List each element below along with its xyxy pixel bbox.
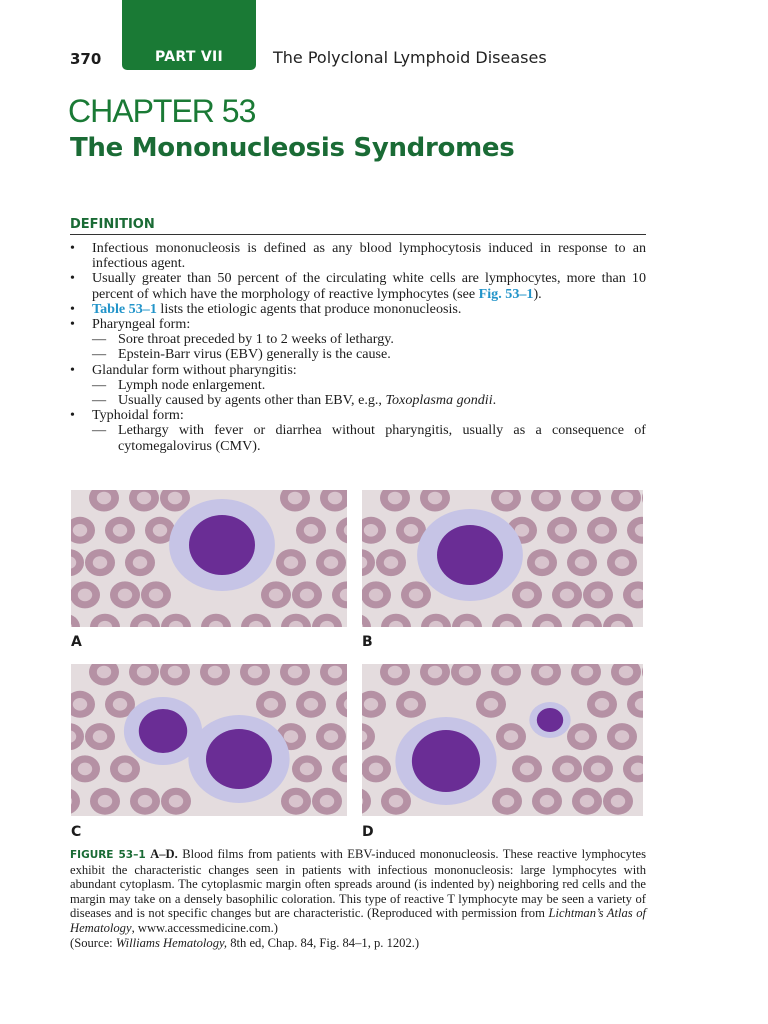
red-blood-cell xyxy=(567,549,597,576)
definition-text: Lethargy with fever or diarrhea without pharyngitis, usually as a consequence of cytomegalovirus (CMV). xyxy=(118,422,646,454)
definition-subitem xyxy=(70,332,646,347)
red-blood-cell xyxy=(90,788,120,815)
red-blood-cell xyxy=(261,581,291,608)
lymphocyte-nucleus xyxy=(189,515,255,575)
red-blood-cell xyxy=(85,723,115,750)
definition-text: Usually caused by agents other than EBV, e.g., xyxy=(118,392,386,409)
definition-text: Infectious mononucleosis is defined as any blood lymphocytosis induced in response to an infectious agent. xyxy=(92,240,646,272)
definition-item xyxy=(70,241,646,271)
lymphocyte-nucleus xyxy=(437,525,503,585)
red-blood-cell xyxy=(276,549,306,576)
lymphocyte-nucleus xyxy=(139,709,187,753)
organism-name: Toxoplasma gondii xyxy=(385,392,493,409)
red-blood-cell xyxy=(316,723,346,750)
dash-marker: — xyxy=(92,422,107,439)
definition-item xyxy=(70,271,646,301)
part-title: The Polyclonal Lymphoid Diseases xyxy=(273,48,547,67)
dash-marker: — xyxy=(92,331,107,348)
red-blood-cell xyxy=(527,549,557,576)
red-blood-cell xyxy=(381,788,411,815)
bullet-marker: • xyxy=(70,270,75,287)
dash-marker: — xyxy=(92,346,107,363)
figure-label: FIGURE 53–1 xyxy=(70,849,146,861)
red-blood-cell xyxy=(607,723,637,750)
blood-film-image xyxy=(362,664,643,816)
chapter-title: The Mononucleosis Syndromes xyxy=(70,133,515,163)
page-number: 370 xyxy=(70,50,102,68)
red-blood-cell xyxy=(583,581,613,608)
red-blood-cell xyxy=(292,581,322,608)
definition-subitem xyxy=(70,378,646,393)
cross-reference-link[interactable]: Table 53–1 xyxy=(92,300,157,317)
caption-atlas-title: Lichtman’s Atlas of Hematology xyxy=(70,906,646,935)
red-blood-cell xyxy=(552,755,582,782)
red-blood-cell xyxy=(512,755,542,782)
definition-item xyxy=(70,363,646,378)
blood-film-image xyxy=(362,490,643,627)
red-blood-cell xyxy=(552,581,582,608)
caption-text-2: , www.accessmedicine.com.) xyxy=(131,920,278,935)
red-blood-cell xyxy=(110,581,140,608)
definition-text: Usually greater than 50 percent of the circulating white cells are lymphocytes, more than 10 percent of which have the morphology of reactive lymphocytes (see xyxy=(92,270,646,302)
blood-film-image xyxy=(71,490,347,627)
lymphocyte-nucleus xyxy=(537,708,563,732)
definition-subitem xyxy=(70,347,646,362)
micrograph-panel-a xyxy=(71,490,347,627)
definition-heading: DEFINITION xyxy=(70,217,646,235)
red-blood-cell xyxy=(496,723,526,750)
red-blood-cell xyxy=(547,517,577,544)
red-blood-cell xyxy=(376,549,406,576)
red-blood-cell xyxy=(512,581,542,608)
red-blood-cell xyxy=(532,788,562,815)
bullet-marker: • xyxy=(70,240,75,256)
red-blood-cell xyxy=(125,549,155,576)
red-blood-cell xyxy=(312,788,342,815)
red-blood-cell xyxy=(587,517,617,544)
definition-text: Sore throat preceded by 1 to 2 weeks of lethargy. xyxy=(118,331,394,348)
red-blood-cell xyxy=(362,581,391,608)
micrograph-panel-d xyxy=(362,664,643,816)
bullet-marker: • xyxy=(70,316,75,333)
caption-text-1: Blood films from patients with EBV-induced mononucleosis. These reactive lymphocytes exhibit the characteristic changes seen in patients with infectious mononucleosis: large lymphocytes with abundant cytoplasm. The cytoplasmic margin often spreads around (is indented by) neighboring red cells and the margin may take on a densely basophilic coloration. This type of reactive T lymphocyte may be seen a variety of diseases and is not specific changes but are characteristic. (Reproduced with permission from xyxy=(70,847,646,921)
red-blood-cell xyxy=(71,581,100,608)
red-blood-cell xyxy=(296,517,326,544)
definition-text: Epstein-Barr virus (EBV) generally is the cause. xyxy=(118,346,391,363)
bullet-marker: • xyxy=(70,361,75,378)
source-suffix: 8th ed, Chap. 84, Fig. 84–1, p. 1202.) xyxy=(227,935,420,950)
red-blood-cell xyxy=(316,549,346,576)
part-tab xyxy=(122,0,256,70)
lymphocyte-nucleus xyxy=(206,729,272,789)
definition-text: Glandular form without pharyngitis: xyxy=(92,361,297,378)
definition-subitem xyxy=(70,393,646,408)
definition-text: Lymph node enlargement. xyxy=(118,376,266,393)
red-blood-cell xyxy=(603,788,633,815)
part-label: PART VII xyxy=(154,49,224,65)
red-blood-cell xyxy=(567,723,597,750)
red-blood-cell xyxy=(607,549,637,576)
figure-caption xyxy=(70,847,646,950)
red-blood-cell xyxy=(492,788,522,815)
panel-label-d: D xyxy=(362,824,374,840)
cross-reference-link[interactable]: Fig. 53–1 xyxy=(478,285,534,302)
micrograph-panel-c xyxy=(71,664,347,816)
definition-text: Pharyngeal form: xyxy=(92,316,191,333)
panel-label-c: C xyxy=(71,824,82,840)
red-blood-cell xyxy=(396,691,426,718)
bullet-marker: • xyxy=(70,407,75,424)
red-blood-cell xyxy=(296,691,326,718)
definition-subitem xyxy=(70,423,646,453)
red-blood-cell xyxy=(476,691,506,718)
red-blood-cell xyxy=(105,517,135,544)
red-blood-cell xyxy=(583,755,613,782)
red-blood-cell xyxy=(587,691,617,718)
red-blood-cell xyxy=(401,581,431,608)
panel-label-a: A xyxy=(71,634,82,650)
definition-text: ). xyxy=(533,285,542,302)
dash-marker: — xyxy=(92,392,107,409)
definition-text: lists the etiologic agents that produce mononucleosis. xyxy=(156,300,462,317)
red-blood-cell xyxy=(161,788,191,815)
dash-marker: — xyxy=(92,376,107,393)
red-blood-cell xyxy=(71,755,100,782)
red-blood-cell xyxy=(130,788,160,815)
definition-item xyxy=(70,408,646,423)
chapter-label: CHAPTER 53 xyxy=(68,93,256,129)
figure-letters: A–D. xyxy=(150,847,178,861)
lymphocyte-nucleus xyxy=(412,730,480,792)
source-book: Williams Hematology, xyxy=(115,935,228,950)
red-blood-cell xyxy=(85,549,115,576)
red-blood-cell xyxy=(362,755,391,782)
micrograph-panel-b xyxy=(362,490,643,627)
red-blood-cell xyxy=(110,755,140,782)
red-blood-cell xyxy=(281,788,311,815)
blood-film-image xyxy=(71,664,347,816)
bullet-marker: • xyxy=(70,300,75,317)
red-blood-cell xyxy=(292,755,322,782)
source-prefix: (Source: xyxy=(70,935,116,950)
definition-item xyxy=(70,317,646,332)
definition-text: . xyxy=(492,392,497,409)
red-blood-cell xyxy=(572,788,602,815)
red-blood-cell xyxy=(256,691,286,718)
definition-list xyxy=(70,241,646,454)
definition-item xyxy=(70,302,646,317)
panel-label-b: B xyxy=(362,634,373,650)
definition-text: Typhoidal form: xyxy=(92,407,184,424)
red-blood-cell xyxy=(141,581,171,608)
